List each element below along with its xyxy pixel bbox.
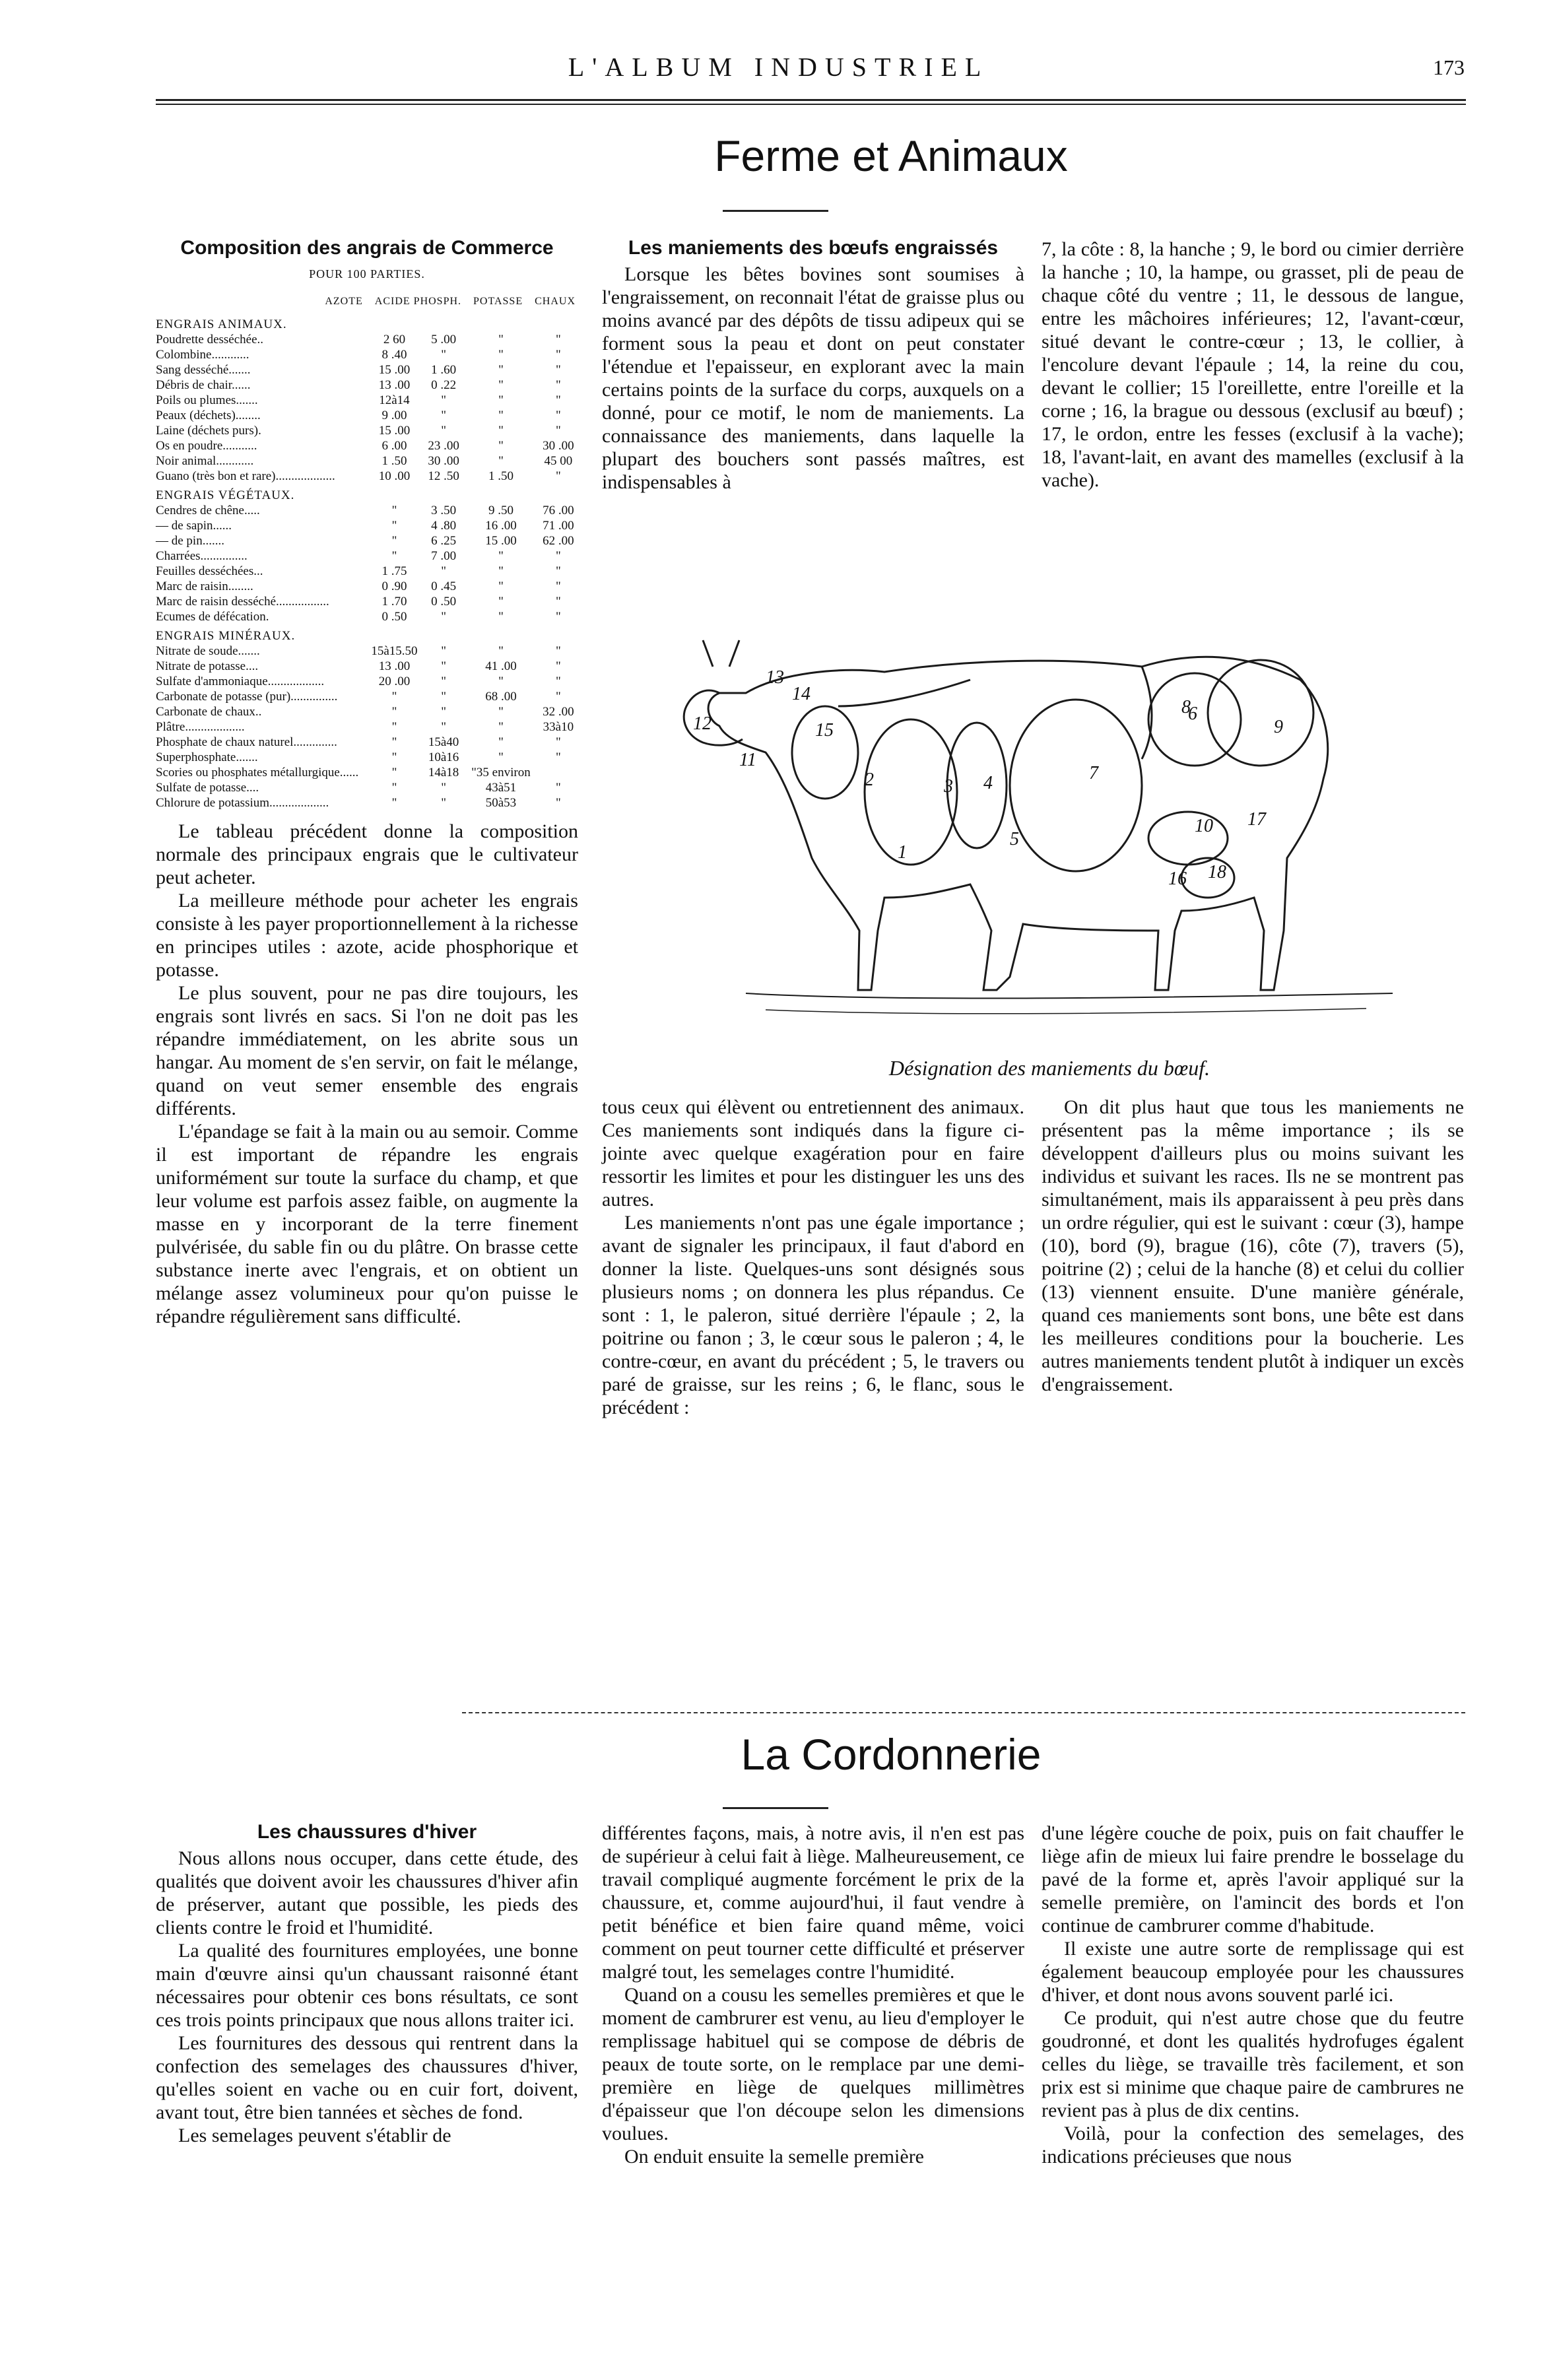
- table-row: [156, 704, 578, 719]
- table-row: [156, 518, 578, 533]
- table-cell: ": [441, 781, 446, 795]
- table-cell: ": [391, 705, 397, 719]
- table-row-label: Poudrette desséchée..: [156, 333, 264, 347]
- table-row-label: Carbonate de potasse (pur)...............: [156, 690, 338, 704]
- table-row: [156, 453, 578, 469]
- table-row: [156, 347, 578, 362]
- table-row-label: Ecumes de défécation.: [156, 610, 269, 624]
- table-cell: 13 .00: [378, 378, 411, 392]
- table-row-label: — de sapin......: [156, 519, 232, 533]
- paragraph: tous ceux qui élèvent ou entretiennent des animaux. Ces maniements sont indiqués dans la figure ci-jointe avec quelque exagération pour en faire ressortir les limites et pour les distinguer les uns des autres.: [602, 1096, 1024, 1210]
- table-cell: 33à10: [543, 720, 574, 734]
- paragraph: La meilleure méthode pour acheter les engrais consiste à les payer proportionnellement à la richesse en principes utiles : azote, acide phosphorique et potasse.: [156, 890, 578, 981]
- table-row: [156, 750, 578, 765]
- maniement-label: 11: [739, 750, 756, 770]
- table-cell: ": [555, 735, 561, 749]
- maniement-label: 5: [1010, 829, 1019, 849]
- table-cell: ": [498, 564, 504, 578]
- table-column-header: POTASSE: [473, 296, 523, 307]
- table-cell: ": [555, 595, 561, 609]
- journal-title: L'ALBUM INDUSTRIEL: [568, 52, 989, 82]
- cordonnerie-column-2: [602, 1822, 1024, 2168]
- title-underline: [723, 210, 828, 212]
- table-cell: 6 .00: [381, 439, 407, 453]
- paragraph: Il existe une autre sorte de remplissage qui est également beaucoup employée pour les chaussures d'hiver, et dont nous avons souvent parlé ici.: [1042, 1938, 1464, 2006]
- table-row: [156, 438, 578, 453]
- table-cell: 0 .90: [381, 579, 407, 593]
- table-row-label: Débris de chair......: [156, 378, 251, 392]
- table-cell: ": [555, 393, 561, 407]
- table-cell: ": [555, 781, 561, 795]
- table-group-row: [156, 484, 578, 503]
- table-cell: 3 .50: [431, 504, 457, 517]
- table-cell: ": [391, 796, 397, 810]
- table-row-label: Laine (déchets purs).: [156, 424, 261, 438]
- table-group-name: ENGRAIS ANIMAUX.: [156, 317, 287, 331]
- column-1-text: [156, 820, 578, 1328]
- table-cell: 7 .00: [431, 549, 457, 563]
- table-cell: ": [555, 378, 561, 392]
- table-cell: ": [391, 766, 397, 779]
- column-3-bottom-text: [1042, 1096, 1464, 1396]
- table-row-label: Sang desséché.......: [156, 363, 251, 377]
- paragraph: 7, la côte : 8, la hanche ; 9, le bord ou cimier derrière la hanche ; 10, la hampe, ou grasset, pli de peau de chaque côté du ventre ; 11, le dessous de langue, entre les mâchoires inférieures; 12, l'avant-cœur, situé devant le contre-cœur ; 13, le collier, à l'encolure devant l'épaule ; 14, la reine du cou, devant le collier; 15 l'oreillette, entre l'oreille et la corne ; 16, la brague ou dessous (exclusif au bœuf) ; 17, le ordon, entre les fesses (exclusif à la vache); 18, l'avant-lait, en avant des mamelles (exclusif à la vache).: [1042, 238, 1464, 491]
- table-row: [156, 735, 578, 750]
- figure-caption: Désignation des maniements du bœuf.: [888, 1056, 1210, 1080]
- paragraph: Nous allons nous occuper, dans cette étude, des qualités que doivent avoir les chaussures d'hiver afin de préserver, autant que possible, les pieds des clients contre le froid et l'humidité.: [156, 1847, 578, 1938]
- column-2-bottom: [602, 1096, 1024, 1419]
- paragraph: L'épandage se fait à la main ou au semoir. Comme il est important de répandre les engrais uniformément sur toute la surface du champ, et que leur volume est parfois assez faible, on augmente la masse en y incorporant de la terre finement pulvérisée, du sable fin ou du plâtre. On brasse cette substance inerte avec l'engrais, et on obtient un mélange assez volumineux pour qu'on puisse le répandre régulièrement sans difficulté.: [156, 1121, 578, 1327]
- table-cell: 1 .50: [488, 469, 513, 483]
- maniement-label: 2: [865, 770, 874, 790]
- table-cell: ": [498, 610, 504, 624]
- column-3-bottom: [1042, 1096, 1464, 1396]
- table-cell: ": [498, 439, 504, 453]
- maniement-label: 13: [766, 667, 784, 688]
- table-row-label: Colombine............: [156, 348, 249, 362]
- table-cell: ": [498, 579, 504, 593]
- table-row: [156, 594, 578, 609]
- table-row-label: Phosphate de chaux naturel..............: [156, 735, 337, 749]
- table-cell: ": [555, 333, 561, 347]
- engrais-table: [156, 313, 578, 810]
- paragraph: Voilà, pour la confection des semelages, des indications précieuses que nous: [1042, 2123, 1464, 2167]
- table-cell: 43à51: [485, 781, 517, 795]
- cordonnerie-column-2-text: [602, 1822, 1024, 2168]
- column-3-top-text: [1042, 238, 1464, 492]
- cordonnerie-column-1: [156, 1822, 578, 2147]
- table-cell: 1 .75: [381, 564, 407, 578]
- table-cell: ": [391, 519, 397, 533]
- paragraph: Ce produit, qui n'est autre chose que du feutre goudronné, et dont les qualités hydrofuges égalent celles du liège, se travaille très facilement, et son prix est si minime que chaque paire de cambrures ne revient pas à plus de dix centins.: [1042, 2007, 1464, 2121]
- paragraph: La qualité des fournitures employées, une bonne main d'œuvre ainsi qu'un chaussant raisonné étant nécessaires pour obtenir ces bons résultats, ce sont ces trois points principaux que nous allons traiter ici.: [156, 1940, 578, 2031]
- table-row: [156, 533, 578, 548]
- table-cell: 68 .00: [485, 690, 517, 704]
- paragraph: d'une légère couche de poix, puis on fait chauffer le liège afin de mieux lui faire prendre le bosselage du pavé de la forme et, après l'avoir appliqué sur la semelle première, on l'amincit des bords et l'on continue de cambrurer comme d'habitude.: [1042, 1822, 1464, 1936]
- paragraph: On dit plus haut que tous les maniements ne présentent pas la même importance ; ils se développent d'ailleurs plus ou moins suivant les individus et suivant les races. Ils ne se montrent pas simultanément, mais ils apparaissent à peu près dans un ordre régulier, qui est le suivant : cœur (3), hampe (10), bord (9), brague (16), côte (7), travers (5), poitrine (2) ; celui de la hanche (8) et celui du collier (13) viennent ensuite. D'une manière générale, quand ces maniements sont bons, une bête est dans les meilleures conditions pour la boucherie. Les autres maniements tendent plutôt à indiquer un excès d'engraissement.: [1042, 1096, 1464, 1395]
- cordonnerie-column-3: [1042, 1822, 1464, 2168]
- table-cell: ": [498, 393, 504, 407]
- table-cell: ": [441, 409, 446, 422]
- table-cell: ": [498, 595, 504, 609]
- table-row-label: Charrées...............: [156, 549, 248, 563]
- paragraph: Les maniements n'ont pas une égale importance ; avant de signaler les principaux, il faut d'abord en donner la liste. Quelques-uns sont désignés sous plusieurs noms ; on donnera les plus répandus. Ce sont : 1, le paleron, situé derrière l'épaule ; 2, la poitrine ou fanon ; 3, le cœur sous le paleron ; 4, le contre-cœur, en avant du précédent ; 5, le travers ou paré de graisse, sur les reins ; 6, le flanc, sous le précédent :: [602, 1212, 1024, 1418]
- table-row: [156, 548, 578, 564]
- table-row-label: Noir animal............: [156, 454, 254, 468]
- table-row: [156, 780, 578, 795]
- table-row-label: — de pin.......: [156, 534, 224, 548]
- paragraph: Quand on a cousu les semelles premières et que le moment de cambrurer est venu, au lieu d'employer le remplissage habituel qui se compose de débris de peaux de toute sorte, on le remplace par une demi-première en liège de quelques millimètres d'épaisseur que l'on découpe selon les dimensions voulues.: [602, 1984, 1024, 2144]
- table-cell: ": [555, 659, 561, 673]
- table-cell: ": [441, 348, 446, 362]
- table-cell: 8 .40: [381, 348, 407, 362]
- table-cell: 9 .00: [381, 409, 407, 422]
- column-1: [156, 238, 578, 1328]
- maniement-label: 1: [898, 842, 907, 863]
- table-column-header: CHAUX: [535, 296, 576, 307]
- table-cell: 1 .60: [431, 363, 457, 377]
- table-cell: [539, 765, 578, 780]
- table-cell: ": [391, 549, 397, 563]
- maniement-label: 17: [1247, 809, 1266, 830]
- table-row: [156, 393, 578, 408]
- table-cell: 30 .00: [543, 439, 574, 453]
- table-row-label: Marc de raisin desséché.................: [156, 595, 329, 609]
- table-cell: ": [441, 690, 446, 704]
- table-row-label: Os en poudre...........: [156, 439, 257, 453]
- table-row: [156, 689, 578, 704]
- table-row-label: Cendres de chêne.....: [156, 504, 260, 517]
- table-cell: ": [498, 675, 504, 688]
- table-row-label: Nitrate de potasse....: [156, 659, 259, 673]
- table-title: Composition des angrais de Commerce: [180, 237, 554, 259]
- table-cell: ": [498, 549, 504, 563]
- table-row-label: Sulfate d'ammoniaque..................: [156, 675, 325, 688]
- table-row: [156, 765, 578, 780]
- table-cell: 4 .80: [431, 519, 457, 533]
- table-cell: 71 .00: [543, 519, 574, 533]
- table-cell: 9 .50: [488, 504, 513, 517]
- table-row: [156, 579, 578, 594]
- table-row: [156, 659, 578, 674]
- paragraph: Le tableau précédent donne la composition normale des principaux engrais que le cultivateur peut acheter.: [156, 820, 578, 888]
- chaussures-subhead: Les chaussures d'hiver: [257, 1821, 477, 1843]
- table-cell: 10à16: [428, 750, 459, 764]
- table-cell: 20 .00: [378, 675, 411, 688]
- column-2-top: [602, 238, 1024, 494]
- table-cell: ": [555, 579, 561, 593]
- table-row: [156, 332, 578, 347]
- maniement-label: 18: [1208, 862, 1226, 882]
- table-cell: 15à15.50: [371, 644, 418, 658]
- table-cell: 76 .00: [543, 504, 574, 517]
- section-separator: [462, 1712, 1465, 1713]
- table-cell: ": [441, 610, 446, 624]
- cordonnerie-column-3-text: [1042, 1822, 1464, 2168]
- table-cell: "35 environ: [471, 766, 531, 779]
- table-cell: ": [391, 690, 397, 704]
- paragraph: Lorsque les bêtes bovines sont soumises à l'engraissement, on reconnait l'état de graisse plus ou moins avancé par des dépôts de tissu adipeux qui se forment sous la peau et dont on peut constater l'étendue et l'epaisseur, en explorant avec la main certains points de la surface du corps, auxquels on a donné, pour ce motif, le nom de maniements. La connaissance des maniements, dans laquelle la plupart des bouchers sont passés maîtres, est indispensables à: [602, 263, 1024, 493]
- paragraph: On enduit ensuite la semelle première: [624, 2146, 924, 2167]
- paragraph: Les fournitures des dessous qui rentrent dans la confection des semelages des chaussures d'hiver, qu'elles soient en vache ou en cuir fort, doivent, avant tout, être bien tannées et sèches de fond.: [156, 2032, 578, 2123]
- table-row: [156, 423, 578, 438]
- table-cell: 41 .00: [485, 659, 517, 673]
- maniement-label: 7: [1089, 763, 1098, 783]
- table-cell: 30 .00: [428, 454, 459, 468]
- table-cell: 15 .00: [485, 534, 517, 548]
- table-cell: 15à40: [428, 735, 459, 749]
- table-column-headers: [156, 290, 578, 313]
- table-cell: 0 .45: [431, 579, 457, 593]
- table-row-label: Chlorure de potassium...................: [156, 796, 329, 810]
- table-cell: ": [555, 348, 561, 362]
- paragraph: différentes façons, mais, à notre avis, il n'en est pas de supérieur à celui fait à liège. Malheureusement, ce travail compliqué augmente forcément le prix de la chaussure, et, comme aujourd'hui, il faut vendre à petit bénéfice et bien faire quand même, voici comment on peut tourner cette difficulté et préserver malgré tout, les semelages contre l'humidité.: [602, 1822, 1024, 1983]
- table-cell: ": [391, 504, 397, 517]
- table-cell: 62 .00: [543, 534, 574, 548]
- table-row-label: Poils ou plumes.......: [156, 393, 258, 407]
- table-cell: ": [441, 705, 446, 719]
- table-row: [156, 795, 578, 810]
- table-cell: 2 60: [383, 333, 406, 347]
- table-cell: ": [498, 750, 504, 764]
- table-row-label: Guano (très bon et rare)...................: [156, 469, 335, 483]
- table-cell: ": [441, 720, 446, 734]
- table-cell: ": [498, 644, 504, 658]
- paragraph: Le plus souvent, pour ne pas dire toujours, les engrais sont livrés en sacs. Si l'on ne doit pas les répandre immédiatement, on les abrite sous un hangar. Au moment de s'en servir, on fait le mélange, quand on veut semer ensemble des engrais différents.: [156, 982, 578, 1119]
- maniement-label: 3: [944, 776, 953, 797]
- table-group-row: [156, 624, 578, 644]
- table-row: [156, 609, 578, 624]
- table-cell: ": [441, 644, 446, 658]
- table-cell: ": [498, 720, 504, 734]
- table-cell: ": [441, 564, 446, 578]
- table-cell: ": [391, 735, 397, 749]
- maniement-label: 16: [1168, 869, 1187, 889]
- header-rule: [156, 99, 1466, 105]
- table-group-name: ENGRAIS MINÉRAUX.: [156, 629, 296, 643]
- table-cell: 10 .00: [378, 469, 411, 483]
- table-cell: 15 .00: [378, 363, 411, 377]
- title-underline-2: [723, 1807, 828, 1809]
- table-cell: ": [555, 549, 561, 563]
- maniement-label: 9: [1274, 717, 1283, 737]
- table-cell: 0 .22: [431, 378, 457, 392]
- table-column-header: AZOTE: [325, 296, 363, 307]
- maniement-label: 8: [1181, 697, 1191, 717]
- section-title-ferme: Ferme et Animaux: [714, 131, 1068, 180]
- table-cell: ": [555, 750, 561, 764]
- table-cell: ": [498, 735, 504, 749]
- table-cell: ": [498, 348, 504, 362]
- table-cell: ": [498, 409, 504, 422]
- table-cell: ": [555, 796, 561, 810]
- table-cell: ": [441, 796, 446, 810]
- table-cell: ": [441, 393, 446, 407]
- table-cell: ": [555, 363, 561, 377]
- table-row: [156, 408, 578, 423]
- table-cell: 32 .00: [543, 705, 574, 719]
- table-cell: ": [441, 424, 446, 438]
- table-cell: 23 .00: [428, 439, 459, 453]
- table-cell: 15 .00: [378, 424, 411, 438]
- table-row: [156, 564, 578, 579]
- table-row: [156, 719, 578, 735]
- table-cell: ": [441, 675, 446, 688]
- table-cell: 13 .00: [378, 659, 411, 673]
- table-row: [156, 644, 578, 659]
- table-cell: ": [555, 469, 561, 483]
- maniement-label: 10: [1195, 816, 1213, 836]
- table-cell: ": [498, 378, 504, 392]
- page-number: 173: [1433, 55, 1465, 79]
- table-row: [156, 469, 578, 484]
- table-cell: 14à18: [428, 766, 459, 779]
- table-cell: 0 .50: [381, 610, 407, 624]
- table-row-label: Scories ou phosphates métallurgique......: [156, 766, 359, 779]
- table-cell: ": [498, 705, 504, 719]
- table-column-header: ACIDE PHOSPH.: [374, 296, 462, 307]
- table-cell: ": [555, 644, 561, 658]
- table-cell: ": [441, 659, 446, 673]
- cow-illustration: [667, 620, 1445, 1030]
- table-cell: 6 .25: [431, 534, 457, 548]
- table-group-row: [156, 313, 578, 332]
- table-cell: 1 .50: [381, 454, 407, 468]
- maniement-label: 6: [1188, 704, 1197, 724]
- cordonnerie-column-1-text: [156, 1847, 578, 2147]
- table-cell: ": [391, 720, 397, 734]
- table-row-label: Plâtre...................: [156, 720, 245, 734]
- maniement-label: 15: [815, 720, 834, 741]
- running-head: [0, 51, 1557, 91]
- table-cell: ": [555, 424, 561, 438]
- section-title-cordonnerie: La Cordonnerie: [741, 1730, 1042, 1779]
- maniement-label: 12: [693, 713, 712, 734]
- table-cell: 1 .70: [381, 595, 407, 609]
- table-cell: ": [498, 363, 504, 377]
- table-row: [156, 362, 578, 378]
- table-cell: ": [498, 424, 504, 438]
- table-row-label: Sulfate de potasse....: [156, 781, 259, 795]
- maniements-subhead: Les maniements des bœufs engraissés: [628, 237, 999, 259]
- table-cell: ": [498, 333, 504, 347]
- table-cell: 12à14: [379, 393, 410, 407]
- paragraph: Les semelages peuvent s'établir de: [178, 2125, 451, 2146]
- table-cell: ": [555, 409, 561, 422]
- table-row-label: Peaux (déchets)........: [156, 409, 261, 422]
- column-3-top: [1042, 238, 1464, 492]
- table-cell: ": [498, 454, 504, 468]
- table-cell: ": [555, 675, 561, 688]
- table-cell: ": [391, 534, 397, 548]
- table-row-label: Superphosphate.......: [156, 750, 258, 764]
- table-row: [156, 674, 578, 689]
- table-cell: 0 .50: [431, 595, 457, 609]
- maniement-label: 4: [983, 773, 993, 793]
- table-cell: 16 .00: [485, 519, 517, 533]
- maniement-label: 14: [792, 684, 811, 704]
- table-subtitle: POUR 100 PARTIES.: [309, 267, 425, 281]
- table-cell: ": [555, 690, 561, 704]
- table-cell: 12 .50: [428, 469, 459, 483]
- table-row-label: Nitrate de soude.......: [156, 644, 260, 658]
- table-row-label: Carbonate de chaux..: [156, 705, 262, 719]
- table-row-label: Feuilles desséchées...: [156, 564, 263, 578]
- table-row: [156, 378, 578, 393]
- table-row: [156, 503, 578, 518]
- table-cell: ": [391, 750, 397, 764]
- column-2-top-text: [602, 263, 1024, 494]
- table-cell: ": [555, 564, 561, 578]
- column-2-bottom-text: [602, 1096, 1024, 1419]
- table-cell: 50à53: [485, 796, 517, 810]
- table-row-label: Marc de raisin........: [156, 579, 253, 593]
- table-cell: ": [555, 610, 561, 624]
- table-group-name: ENGRAIS VÉGÉTAUX.: [156, 488, 295, 502]
- table-cell: 45 00: [544, 454, 573, 468]
- table-cell: ": [391, 781, 397, 795]
- table-cell: 5 .00: [431, 333, 457, 347]
